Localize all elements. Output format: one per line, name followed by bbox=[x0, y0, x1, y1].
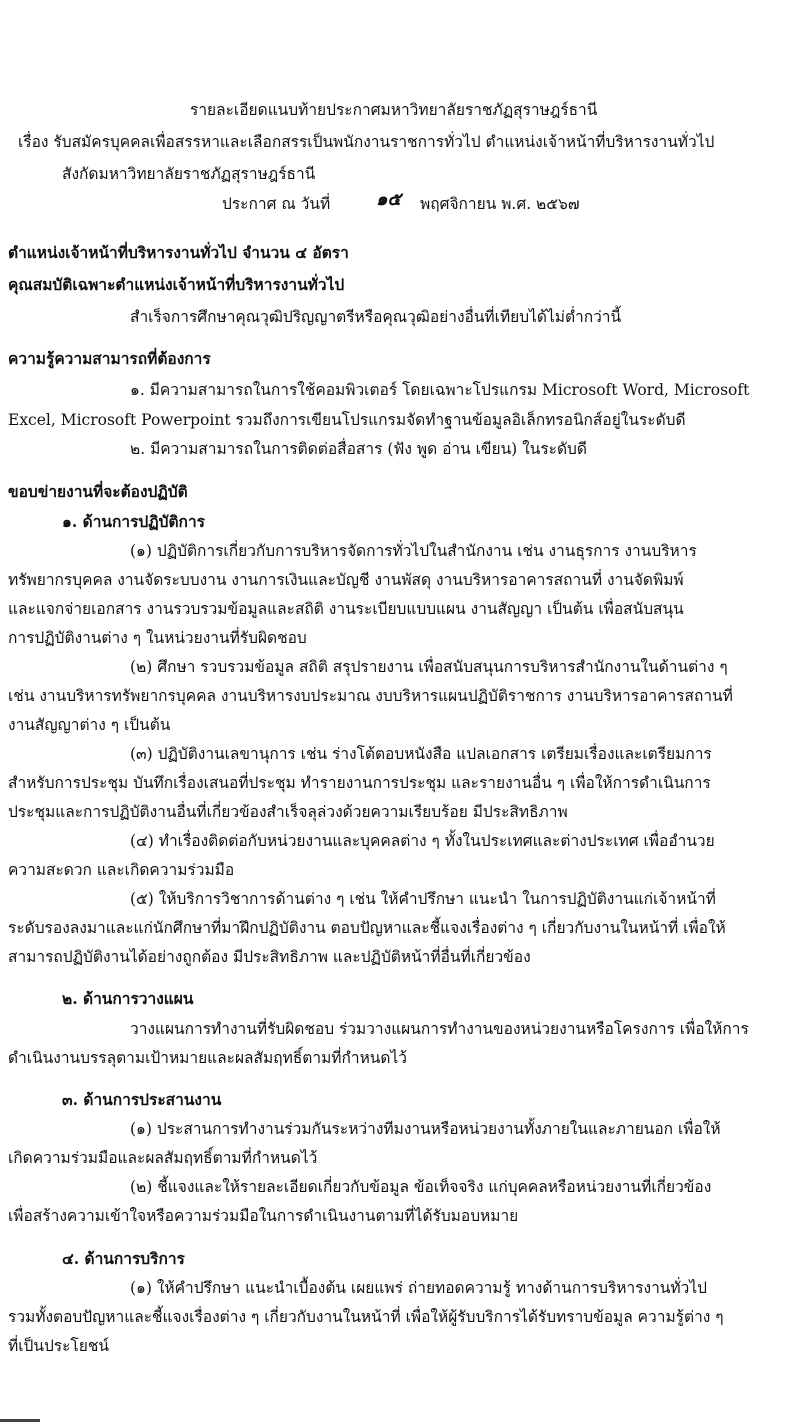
paragraph-line: ทรัพยากรบุคคล งานจัดระบบงาน งานการเงินและบัญชี งานพัสดุ งานบริหารอาคารสถานที่ งานจัดพิมพ์ bbox=[8, 571, 684, 589]
paragraph-line: (๑) ปฏิบัติการเกี่ยวกับการบริหารจัดการทั่วไปในสำนักงาน เช่น งานธุรการ งานบริหาร bbox=[130, 542, 697, 560]
header-date-day: ๑๕ bbox=[376, 189, 402, 210]
paragraph-line: (๓) ปฏิบัติงานเลขานุการ เช่น ร่างโต้ตอบหนังสือ แปลเอกสาร เตรียมเรื่องและเตรียมการ bbox=[130, 745, 712, 763]
section-heading: ๑. ด้านการปฏิบัติการ bbox=[62, 512, 205, 531]
paragraph-line: เพื่อสร้างความเข้าใจหรือความร่วมมือในการดำเนินงานตามที่ได้รับมอบหมาย bbox=[8, 1207, 519, 1225]
paragraph-line: ระดับรองลงมาและแก่นักศึกษาที่มาฝึกปฏิบัติงาน ตอบปัญหาและชี้แจงเรื่องต่าง ๆ เกี่ยวกับงานในหน้าที่ เพื่อให้ bbox=[8, 919, 726, 937]
paragraph-line: เช่น งานบริหารทรัพยากรบุคคล งานบริหารงบประมาณ งบบริหารแผนปฏิบัติราชการ งานบริหารอาคารสถานที่ bbox=[8, 687, 733, 705]
paragraph-line: ดำเนินงานบรรลุตามเป้าหมายและผลสัมฤทธิ์ตามที่กำหนดไว้ bbox=[8, 1049, 407, 1067]
skills-line: ๑. มีความสามารถในการใช้คอมพิวเตอร์ โดยเฉพาะโปรแกรม Microsoft Word, Microsoft bbox=[130, 381, 750, 399]
skills-heading: ความรู้ความสามารถที่ต้องการ bbox=[8, 349, 211, 368]
header-subject: เรื่อง รับสมัครบุคคลเพื่อสรรหาและเลือกสรรเป็นพนักงานราชการทั่วไป ตำแหน่งเจ้าหน้าที่บริหารงานทั่วไป bbox=[18, 133, 715, 151]
header-title: รายละเอียดแนบท้ายประกาศมหาวิทยาลัยราชภัฏสุราษฎร์ธานี bbox=[190, 101, 598, 119]
paragraph-line: ที่เป็นประโยชน์ bbox=[8, 1337, 109, 1355]
section-heading: ๒. ด้านการวางแผน bbox=[62, 989, 194, 1008]
paragraph-line: (๔) ทำเรื่องติดต่อกับหน่วยงานและบุคคลต่าง ๆ ทั้งในประเทศและต่างประเทศ เพื่ออำนวย bbox=[130, 832, 715, 850]
skills-line: Excel, Microsoft Powerpoint รวมถึงการเขียนโปรแกรมจัดทำฐานข้อมูลอิเล็กทรอนิกส์อยู่ในระดับดี bbox=[8, 411, 686, 429]
paragraph-line: รวมทั้งตอบปัญหาและชี้แจงเรื่องต่าง ๆ เกี่ยวกับงานในหน้าที่ เพื่อให้ผู้รับบริการได้รับทราบข้อมูล ความรู้ต่าง ๆ bbox=[8, 1308, 724, 1326]
section-heading: ๓. ด้านการประสานงาน bbox=[62, 1090, 222, 1109]
paragraph-line: ประชุมและการปฏิบัติงานอื่นที่เกี่ยวข้องสำเร็จลุล่วงด้วยความเรียบร้อย มีประสิทธิภาพ bbox=[8, 803, 568, 821]
paragraph-line: การปฏิบัติงานต่าง ๆ ในหน่วยงานที่รับผิดชอบ bbox=[8, 629, 307, 647]
paragraph-line: (๑) ให้คำปรึกษา แนะนำเบื้องต้น เผยแพร่ ถ่ายทอดความรู้ ทางด้านการบริหารงานทั่วไป bbox=[130, 1279, 707, 1297]
paragraph-line: (๒) ศึกษา รวบรวมข้อมูล สถิติ สรุปรายงาน เพื่อสนับสนุนการบริหารสำนักงานในด้านต่าง ๆ bbox=[130, 658, 728, 676]
paragraph-line: (๕) ให้บริการวิชาการด้านต่าง ๆ เช่น ให้คำปรึกษา แนะนำ ในการปฏิบัติงานแก่เจ้าหน้าที่ bbox=[130, 890, 716, 908]
qualification-heading: คุณสมบัติเฉพาะตำแหน่งเจ้าหน้าที่บริหารงานทั่วไป bbox=[8, 275, 345, 294]
paragraph-line: งานสัญญาต่าง ๆ เป็นต้น bbox=[8, 716, 171, 734]
paragraph-line: สามารถปฏิบัติงานได้อย่างถูกต้อง มีประสิทธิภาพ และปฏิบัติหน้าที่อื่นที่เกี่ยวข้อง bbox=[8, 948, 531, 966]
header-date-prefix: ประกาศ ณ วันที่ bbox=[222, 195, 331, 213]
paragraph-line: วางแผนการทำงานที่รับผิดชอบ ร่วมวางแผนการทำงานของหน่วยงานหรือโครงการ เพื่อให้การ bbox=[130, 1020, 749, 1038]
section-heading: ๔. ด้านการบริการ bbox=[62, 1249, 185, 1268]
scope-heading: ขอบข่ายงานที่จะต้องปฏิบัติ bbox=[8, 482, 188, 501]
position-title: ตำแหน่งเจ้าหน้าที่บริหารงานทั่วไป จำนวน ๔ อัตรา bbox=[8, 243, 349, 262]
paragraph-line: สำหรับการประชุม บันทึกเรื่องเสนอที่ประชุม ทำรายงานการประชุม และรายงานอื่น ๆ เพื่อให้การดำเนินการ bbox=[8, 774, 711, 792]
qualification-text: สำเร็จการศึกษาคุณวุฒิปริญญาตรีหรือคุณวุฒิอย่างอื่นที่เทียบได้ไม่ต่ำกว่านี้ bbox=[130, 308, 622, 326]
paragraph-line: เกิดความร่วมมือและผลสัมฤทธิ์ตามที่กำหนดไว้ bbox=[8, 1149, 318, 1167]
paragraph-line: และแจกจ่ายเอกสาร งานรวบรวมข้อมูลและสถิติ งานระเบียบแบบแผน งานสัญญา เป็นต้น เพื่อสนับสนุน bbox=[8, 600, 684, 618]
skills-line: ๒. มีความสามารถในการติดต่อสื่อสาร (ฟัง พูด อ่าน เขียน) ในระดับดี bbox=[130, 440, 587, 458]
header-date-suffix: พฤศจิกายน พ.ศ. ๒๕๖๗ bbox=[420, 195, 580, 213]
paragraph-line: ความสะดวก และเกิดความร่วมมือ bbox=[8, 861, 235, 879]
header-affiliation: สังกัดมหาวิทยาลัยราชภัฏสุราษฎร์ธานี bbox=[62, 165, 316, 183]
paragraph-line: (๒) ชี้แจงและให้รายละเอียดเกี่ยวกับข้อมูล ข้อเท็จจริง แก่บุคคลหรือหน่วยงานที่เกี่ยวข้อง bbox=[130, 1178, 712, 1196]
paragraph-line: (๑) ประสานการทำงานร่วมกันระหว่างทีมงานหรือหน่วยงานทั้งภายในและภายนอก เพื่อให้ bbox=[130, 1120, 721, 1138]
